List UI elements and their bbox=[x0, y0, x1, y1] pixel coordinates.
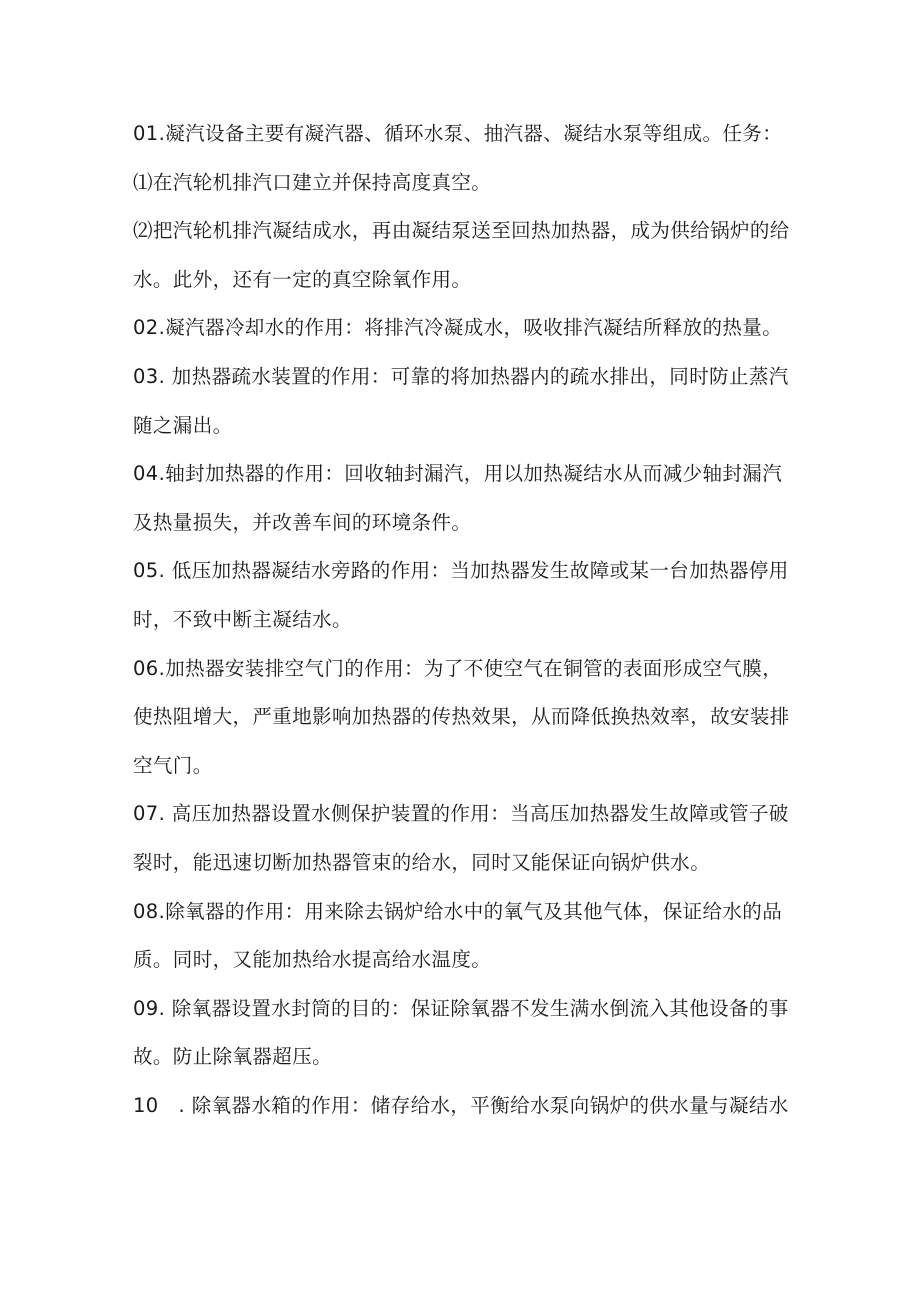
text-line-03-cont: 随之漏出。 bbox=[133, 413, 233, 437]
text-line-05: 05. 低压加热器凝结水旁路的作用：当加热器发生故障或某一台加热器停用 bbox=[133, 559, 789, 583]
text-line-01-task-1: ⑴在汽轮机排汽口建立并保持高度真空。 bbox=[133, 170, 492, 194]
text-line-03: 03. 加热器疏水装置的作用：可靠的将加热器内的疏水排出，同时防止蒸汽 bbox=[133, 364, 789, 388]
text-line-06-cont-2: 空气门。 bbox=[133, 753, 213, 777]
text-line-08-cont: 质。同时，又能加热给水提高给水温度。 bbox=[133, 948, 492, 972]
text-line-08: 08.除氧器的作用：用来除去锅炉给水中的氧气及其他气体，保证给水的品 bbox=[133, 899, 783, 923]
text-line-01-task-2: ⑵把汽轮机排汽凝结成水，再由凝结泵送至回热加热器，成为供给锅炉的给 bbox=[133, 219, 790, 243]
document-body bbox=[133, 110, 793, 1130]
text-line-02: 02.凝汽器冷却水的作用：将排汽冷凝成水，吸收排汽凝结所释放的热量。 bbox=[133, 316, 783, 340]
text-line-06: 06.加热器安装排空气门的作用：为了不使空气在铜管的表面形成空气膜， bbox=[133, 656, 783, 680]
text-line-06-cont: 使热阻增大，严重地影响加热器的传热效果，从而降低换热效率，故安装排 bbox=[133, 705, 790, 729]
text-line-09: 09. 除氧器设置水封筒的目的：保证除氧器不发生满水倒流入其他设备的事 bbox=[133, 996, 789, 1020]
text-line-04: 04.轴封加热器的作用：回收轴封漏汽，用以加热凝结水从而减少轴封漏汽 bbox=[133, 462, 783, 486]
text-line-07-cont: 裂时，能迅速切断加热器管束的给水，同时又能保证向锅炉供水。 bbox=[133, 850, 711, 874]
text-line-01-task-2-cont: 水。此外，还有一定的真空除氧作用。 bbox=[133, 267, 472, 291]
text-line-01-intro: 01.凝汽设备主要有凝汽器、循环水泵、抽汽器、凝结水泵等组成。任务： bbox=[133, 122, 783, 145]
text-line-04-cont: 及热量损失，并改善车间的环境条件。 bbox=[133, 510, 472, 534]
text-line-10: 10 . 除氧器水箱的作用：储存给水，平衡给水泵向锅炉的供水量与凝结水 bbox=[133, 1093, 789, 1117]
text-line-07: 07. 高压加热器设置水侧保护装置的作用：当高压加热器发生故障或管子破 bbox=[133, 802, 789, 826]
text-line-09-cont: 故。防止除氧器超压。 bbox=[133, 1045, 333, 1069]
text-line-05-cont: 时，不致中断主凝结水。 bbox=[133, 607, 352, 631]
